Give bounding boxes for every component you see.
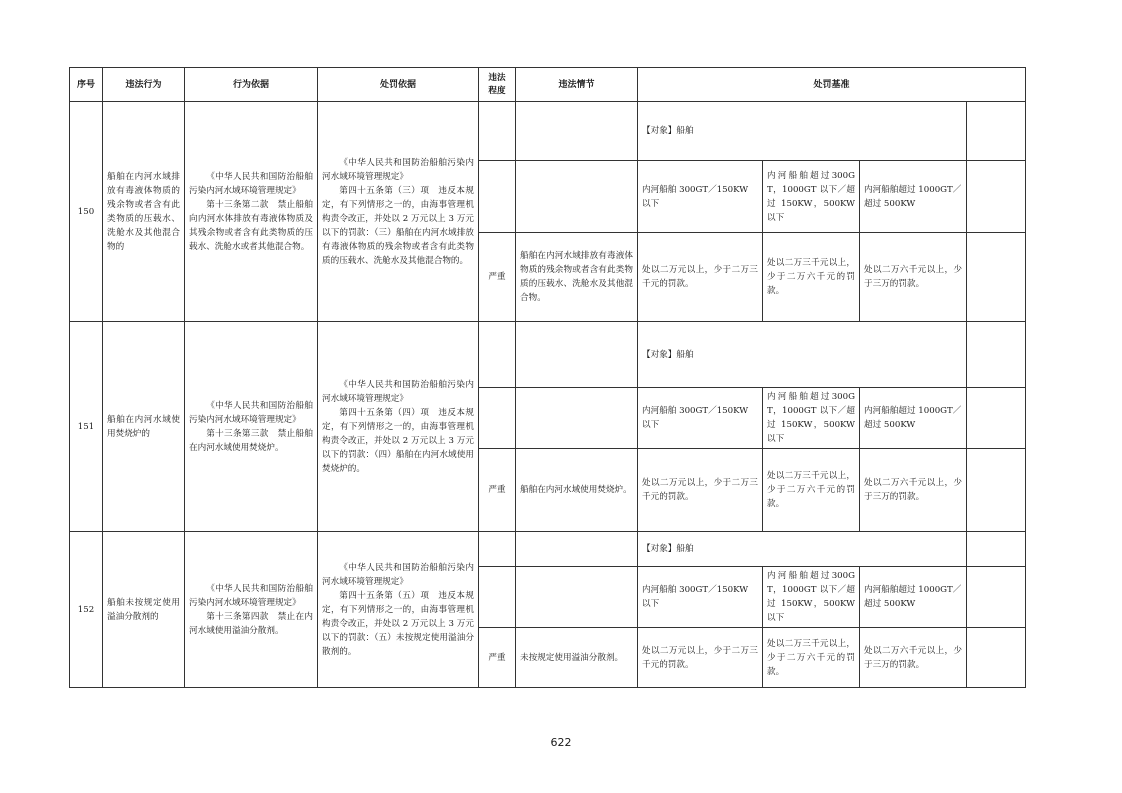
header-basis: 行为依据 [185, 68, 318, 102]
basis-title: 《中华人民共和国防治船舶污染内河水域环境管理规定》 [189, 583, 313, 608]
degree-cell: 严重 [479, 628, 516, 688]
circumstance-cell: 船舶在内河水域使用焚烧炉。 [516, 449, 638, 532]
penalty-title: 《中华人民共和国防治船舶污染内河水域环境管理规定》 [322, 157, 474, 182]
object-cell: 【对象】船舶 [638, 102, 967, 161]
entry-basis [185, 532, 318, 688]
table-row [70, 102, 1026, 161]
degree-cell: 严重 [479, 449, 516, 532]
basis-text: 第十三条第三款 禁止船舶在内河水域使用焚烧炉。 [189, 428, 313, 453]
tier-3-cell: 内河船舶超过 1000GT／超过 500KW [860, 161, 967, 233]
table-row [70, 532, 1026, 567]
object-cell: 【对象】船舶 [638, 532, 967, 567]
penalty-text: 第四十五条第（三）项 违反本规定，有下列情形之一的，由海事管理机构责令改正，并处以 2 万元以上 3 万元以下的罚款：（三）船舶在内河水域排放有毒液体物质的残余物或者含有此类物质的压载水、洗舱水及其他混合物的。 [322, 185, 474, 266]
object-cell: 【对象】船舶 [638, 322, 967, 388]
header-circumstance: 违法情节 [516, 68, 638, 102]
fine-3-cell: 处以二万六千元以上，少于三万的罚款。 [860, 449, 967, 532]
fine-2-cell: 处以二万三千元以上，少于二万六千元的罚款。 [763, 449, 860, 532]
entry-no: 152 [70, 532, 103, 688]
degree-cell: 严重 [479, 233, 516, 322]
header-penalty-basis: 处罚依据 [318, 68, 479, 102]
entry-act: 船舶在内河水域排放有毒液体物质的残余物或者含有此类物质的压载水、洗舱水及其他混合物的 [103, 102, 185, 322]
header-standard: 处罚基准 [638, 68, 1026, 102]
fine-3-cell: 处以二万六千元以上，少于三万的罚款。 [860, 628, 967, 688]
header-act: 违法行为 [103, 68, 185, 102]
tier-1-cell: 内河船舶 300GT／150KW 以下 [638, 567, 763, 628]
tier-3-cell: 内河船舶超过 1000GT／超过 500KW [860, 388, 967, 449]
penalty-title: 《中华人民共和国防治船舶污染内河水域环境管理规定》 [322, 562, 474, 587]
circumstance-cell: 未按规定使用溢油分散剂。 [516, 628, 638, 688]
tier-1-cell: 内河船舶 300GT／150KW 以下 [638, 161, 763, 233]
tier-2-cell: 内河船舶超过300GT，1000GT 以下／超过 150KW，500KW以下 [763, 567, 860, 628]
penalty-title: 《中华人民共和国防治船舶污染内河水域环境管理规定》 [322, 379, 474, 404]
tier-3-cell: 内河船舶超过 1000GT／超过 500KW [860, 567, 967, 628]
header-no: 序号 [70, 68, 103, 102]
header-degree: 违法程度 [479, 68, 516, 102]
entry-no: 151 [70, 322, 103, 532]
circumstance-cell: 船舶在内河水域排放有毒液体物质的残余物或者含有此类物质的压载水、洗舱水及其他混合物。 [516, 233, 638, 322]
penalty-text: 第四十五条第（五）项 违反本规定，有下列情形之一的，由海事管理机构责令改正，并处以 2 万元以上 3 万元以下的罚款：（五）未按规定使用溢油分散剂的。 [322, 590, 474, 657]
tier-1-cell: 内河船舶 300GT／150KW 以下 [638, 388, 763, 449]
fine-3-cell: 处以二万六千元以上，少于三万的罚款。 [860, 233, 967, 322]
basis-text: 第十三条第二款 禁止船舶向内河水体排放有毒液体物质及其残余物或者含有此类物质的压载水、洗舱水或者其他混合物。 [189, 199, 313, 252]
table-row [70, 322, 1026, 388]
tier-2-cell: 内河船舶超过300GT，1000GT 以下／超过 150KW，500KW以下 [763, 388, 860, 449]
fine-2-cell: 处以二万三千元以上，少于二万六千元的罚款。 [763, 233, 860, 322]
fine-2-cell: 处以二万三千元以上，少于二万六千元的罚款。 [763, 628, 860, 688]
entry-basis [185, 102, 318, 322]
entry-act: 船舶在内河水域使用焚烧炉的 [103, 322, 185, 532]
entry-penalty-basis [318, 102, 479, 322]
page-number: 622 [550, 736, 572, 749]
entry-basis [185, 322, 318, 532]
penalty-standard-table [69, 67, 1026, 688]
fine-1-cell: 处以二万元以上，少于二万三千元的罚款。 [638, 233, 763, 322]
penalty-text: 第四十五条第（四）项 违反本规定，有下列情形之一的，由海事管理机构责令改正，并处以 2 万元以上 3 万元以下的罚款：（四）船舶在内河水域使用焚烧炉的。 [322, 407, 474, 474]
fine-1-cell: 处以二万元以上，少于二万三千元的罚款。 [638, 628, 763, 688]
header-row [70, 68, 1026, 102]
entry-penalty-basis [318, 322, 479, 532]
tier-2-cell: 内河船舶超过300GT，1000GT 以下／超过 150KW，500KW以下 [763, 161, 860, 233]
fine-1-cell: 处以二万元以上，少于二万三千元的罚款。 [638, 449, 763, 532]
entry-act: 船舶未按规定使用溢油分散剂的 [103, 532, 185, 688]
entry-penalty-basis [318, 532, 479, 688]
basis-title: 《中华人民共和国防治船舶污染内河水域环境管理规定》 [189, 400, 313, 425]
entry-no: 150 [70, 102, 103, 322]
basis-title: 《中华人民共和国防治船舶污染内河水域环境管理规定》 [189, 171, 313, 196]
basis-text: 第十三条第四款 禁止在内河水域使用溢油分散剂。 [189, 611, 313, 636]
